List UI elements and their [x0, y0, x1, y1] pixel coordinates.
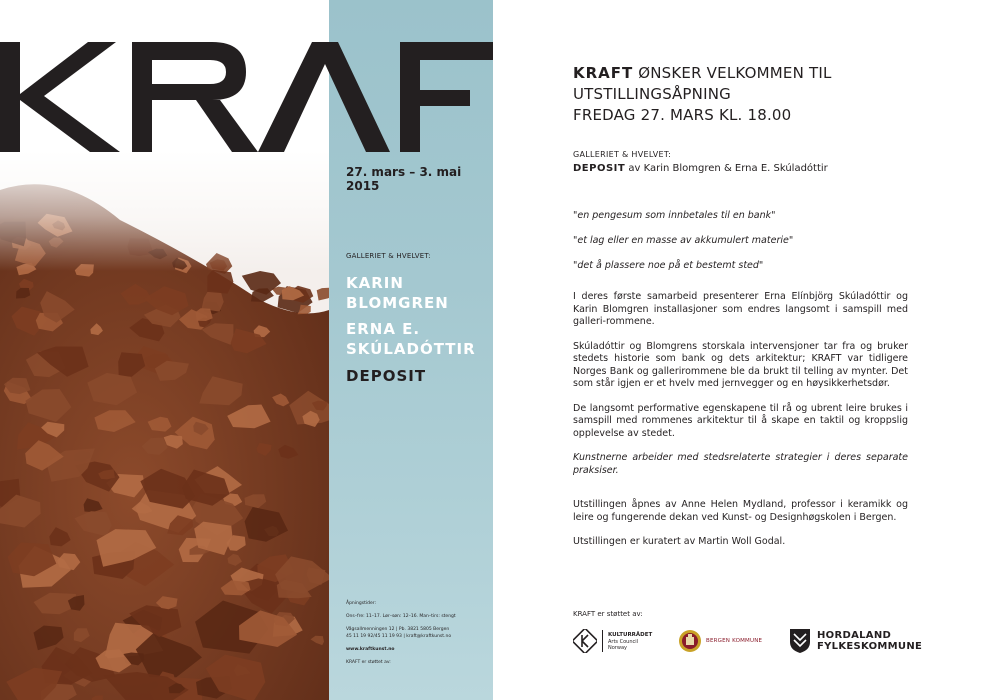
quote: "en pengesum som innbetales til en bank" [573, 210, 776, 221]
invitation-panel [493, 0, 987, 700]
kulturradet-name: KULTURRÅDET [608, 631, 653, 638]
venue-info [346, 600, 486, 672]
exhibition-dates: 27. mars – 3. mai 2015 [346, 165, 462, 193]
gallery-label: GALLERIET & HVELVET: [573, 150, 672, 159]
paragraph: Skúladóttir og Blomgrens storskala intervensjoner tar fra og bruker stedets historie som bank og dets arkitektur; KRAFT var tidligere Norges Bank og gallerirommene ble da brukt til telling av mynter. Det som står igjen er et hvelv med jernvegger og en høysikkerhetsdør. [573, 340, 908, 389]
artist-line: BLOMGREN [346, 294, 449, 312]
quote: "det å plassere noe på et bestemt sted" [573, 260, 764, 271]
artist-line: SKÚLADÓTTIR [346, 340, 476, 358]
support-small: KRAFT er støttet av: [346, 660, 391, 665]
kulturradet-sub: Arts Council [608, 638, 639, 645]
brand-name: KRAFT [573, 64, 634, 82]
website-link[interactable]: www.kraftkunst.no [346, 647, 395, 652]
deposit-line [573, 163, 828, 174]
contact: 45 11 19 92/45 11 19 93 | kraft@kraftkunst.no [346, 634, 452, 639]
sponsor-hordaland [789, 624, 922, 658]
bergen-name: BERGEN KOMMUNE [706, 638, 763, 644]
paragraph: Utstillingen åpnes av Anne Helen Mydland, professor i keramikk og leire og fungerende dekan ved Kunst- og Designhøgskolen i Bergen. [573, 499, 908, 523]
deposit-title: DEPOSIT [573, 163, 626, 174]
welcome-line-1: ØNSKER VELKOMMEN TIL [633, 64, 832, 82]
sponsor-logos [573, 624, 923, 658]
supported-label: KRAFT er støttet av: [573, 610, 643, 618]
paragraph: I deres første samarbeid presenterer Erna Elínbjörg Skúladóttir og Karin Blomgren installasjoner som endres langsomt i samspill med galleri-rommene. [573, 291, 908, 327]
welcome-line-3: FREDAG 27. MARS KL. 18.00 [573, 106, 792, 124]
artist-line: ERNA E. [346, 320, 421, 338]
deposit-artists: av Karin Blomgren & Erna E. Skúladóttir [625, 163, 828, 174]
poster-panel [0, 0, 493, 700]
opening-hours-label: Åpningstider: [346, 601, 377, 606]
sponsor-kulturradet [573, 624, 652, 658]
paragraph: Utstillingen er kuratert av Martin Woll Godal. [573, 536, 786, 547]
hordaland-shield-icon [789, 628, 811, 654]
artist-line: KARIN [346, 274, 404, 292]
quote: "et lag eller en masse av akkumulert materie" [573, 235, 794, 246]
sponsor-bergen [678, 624, 762, 658]
kulturradet-logo-icon [573, 629, 597, 653]
paragraph: De langsomt performative egenskapene til rå og ubrent leire brukes i samspill med rommenes arkitektur til å skape en taktil og kroppslig opplevelse av stedet. [573, 402, 908, 439]
artist-names [346, 273, 476, 385]
clay-photo [0, 150, 329, 700]
paragraph: Kunstnerne arbeider med stedsrelaterte strategier i deres separate praksiser. [573, 452, 908, 476]
kraft-logo [0, 38, 493, 156]
welcome-heading [573, 63, 832, 126]
welcome-line-2: UTSTILLINGSÅPNING [573, 85, 731, 103]
exhibition-title: DEPOSIT [346, 367, 427, 385]
opening-hours: Ons–fre: 11–17. Lør–søn: 12–16. Man–tirs: stengt [346, 614, 456, 619]
gallery-label: GALLERIET & HVELVET: [346, 252, 431, 260]
hordaland-name: FYLKESKOMMUNE [817, 641, 923, 652]
hordaland-name: HORDALAND [817, 630, 892, 641]
quotes [573, 203, 793, 278]
address: Vågsallmenningen 12 | Pb. 3821 5805 Bergen [346, 627, 450, 632]
kulturradet-sub: Norway [608, 644, 627, 651]
bergen-crest-icon [678, 629, 702, 653]
body-text [573, 291, 908, 561]
